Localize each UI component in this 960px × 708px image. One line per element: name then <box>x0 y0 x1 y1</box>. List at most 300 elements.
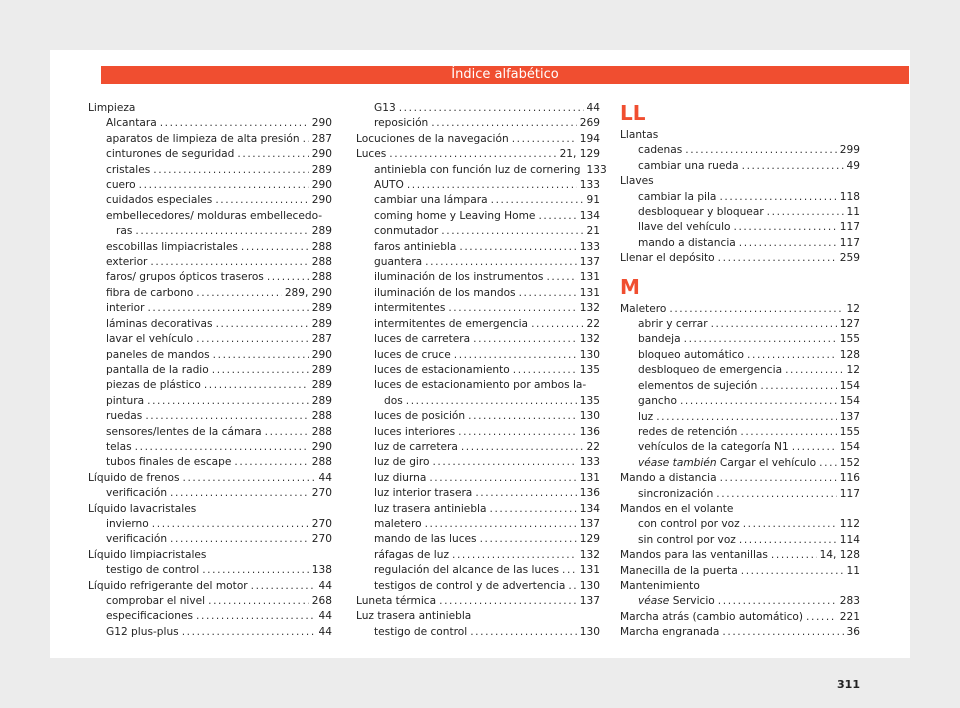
dot-leader <box>742 159 844 174</box>
dot-leader <box>425 255 577 270</box>
index-headword: Llaves <box>620 175 654 188</box>
index-page-reference: 136 <box>579 487 600 500</box>
index-entry <box>88 486 332 501</box>
index-page-reference: 131 <box>579 471 600 484</box>
index-entry <box>88 532 332 547</box>
index-page-reference: 287 <box>311 132 332 145</box>
index-entry-term: piezas de plástico <box>106 379 201 392</box>
index-page-reference: 118 <box>839 190 860 203</box>
index-page-reference: 117 <box>839 221 860 234</box>
index-entry-continued: luces de estacionamiento por ambos la- <box>374 379 587 392</box>
dot-leader <box>196 286 282 301</box>
index-entry <box>356 409 600 424</box>
index-entry <box>88 270 332 285</box>
page-number: 311 <box>837 678 860 691</box>
index-entry-term: reposición <box>374 117 429 130</box>
index-entry <box>356 332 600 347</box>
index-entry <box>88 594 332 609</box>
index-page-reference: 44 <box>318 471 332 484</box>
index-entry-term: luz diurna <box>374 471 427 484</box>
index-entry <box>356 240 600 255</box>
dot-leader <box>468 409 577 424</box>
dot-leader <box>196 332 309 347</box>
dot-leader <box>711 317 837 332</box>
index-page-reference: 269 <box>579 117 600 130</box>
index-entry <box>620 394 860 409</box>
index-entry <box>620 517 860 532</box>
index-entry <box>620 440 860 455</box>
index-entry <box>88 116 332 131</box>
index-column-2 <box>356 101 607 640</box>
index-page-reference: 135 <box>579 363 600 376</box>
index-entry-term: llave del vehículo <box>638 221 731 234</box>
dot-leader <box>747 348 837 363</box>
index-page-reference: 22 <box>586 440 600 453</box>
index-page-reference: 114 <box>839 533 860 546</box>
index-page-reference: 133 <box>579 240 600 253</box>
index-page-reference: 290 <box>311 348 332 361</box>
dot-leader <box>771 548 817 563</box>
index-page-reference: 130 <box>579 410 600 423</box>
index-page-reference: 132 <box>579 548 600 561</box>
index-entry <box>620 533 860 548</box>
index-entry <box>88 517 332 532</box>
index-entry-term: abrir y cerrar <box>638 318 708 331</box>
index-page-reference: 289 <box>311 225 332 238</box>
index-page-reference: 131 <box>579 286 600 299</box>
dot-leader <box>680 394 837 409</box>
index-entry-term: luces de posición <box>374 410 466 423</box>
index-entry <box>620 610 860 625</box>
index-entry-term: pantalla de la radio <box>106 363 209 376</box>
dot-leader <box>208 594 309 609</box>
dot-leader <box>204 378 309 393</box>
index-entry <box>88 193 332 208</box>
index-page-reference: 154 <box>839 441 860 454</box>
index-entry <box>356 363 600 378</box>
index-page-reference: 290 <box>311 440 332 453</box>
index-entry <box>356 517 600 532</box>
dot-leader <box>473 332 577 347</box>
index-entry-term: Llenar el depósito <box>620 252 715 265</box>
dot-leader <box>519 286 577 301</box>
index-page-reference: 132 <box>579 302 600 315</box>
index-entry-term: luz de carretera <box>374 440 458 453</box>
index-page-reference: 130 <box>579 348 600 361</box>
index-page-reference: 289, 290 <box>284 286 332 299</box>
index-page-reference: 194 <box>579 132 600 145</box>
index-entry-term: bloqueo automático <box>638 348 745 361</box>
index-entry-term <box>638 456 816 471</box>
index-entry-term: escobillas limpiacristales <box>106 240 238 253</box>
index-page-reference: 130 <box>579 625 600 638</box>
dot-leader <box>265 425 309 440</box>
index-entry <box>88 363 332 378</box>
index-page-reference: 152 <box>839 456 860 469</box>
dot-leader <box>461 440 584 455</box>
index-entry <box>88 332 332 347</box>
index-entry-term: luces de carretera <box>374 333 471 346</box>
index-entry-term: regulación del alcance de las luces <box>374 564 560 577</box>
index-entry <box>356 502 600 517</box>
index-entry-term: Marcha engranada <box>620 626 720 639</box>
index-page-reference: 112 <box>839 518 860 531</box>
index-entry-term: testigo de control <box>106 564 200 577</box>
index-page-reference: 289 <box>311 163 332 176</box>
index-page-reference: 127 <box>839 318 860 331</box>
index-entry <box>356 625 600 640</box>
dot-leader <box>458 425 577 440</box>
index-entry <box>356 255 600 270</box>
index-page-reference: 137 <box>579 517 600 530</box>
index-entry-term: sin control por voz <box>638 533 736 546</box>
dot-leader <box>150 255 308 270</box>
dot-leader <box>718 594 837 609</box>
index-entry <box>356 286 600 301</box>
index-entry <box>88 625 332 640</box>
index-page-reference: 289 <box>311 317 332 330</box>
index-entry <box>88 348 332 363</box>
index-page-reference: 134 <box>579 209 600 222</box>
index-page-reference: 91 <box>586 194 600 207</box>
dot-leader <box>147 394 309 409</box>
index-entry <box>356 193 600 208</box>
dot-leader <box>425 517 577 532</box>
dot-leader <box>448 301 576 316</box>
index-page-reference: 290 <box>311 179 332 192</box>
index-page-reference: 133 <box>579 456 600 469</box>
index-entry <box>88 240 332 255</box>
index-column-1 <box>88 101 332 640</box>
index-entry <box>356 486 600 501</box>
index-entry-term: especificaciones <box>106 610 194 623</box>
index-entry-term: paneles de mandos <box>106 348 210 361</box>
index-page-reference: 44 <box>586 102 600 114</box>
index-entry-term: luces interiores <box>374 425 456 438</box>
index-entry <box>620 220 860 235</box>
index-page-reference: 133 <box>586 163 607 176</box>
dot-leader <box>441 224 583 239</box>
index-entry-term: vehículos de la categoría N1 <box>638 441 789 454</box>
index-entry-term: intermitentes <box>374 302 446 315</box>
index-page-reference: 136 <box>579 425 600 438</box>
index-entry <box>88 425 332 440</box>
cross-reference-prefix: véase también <box>638 456 717 469</box>
index-entry-term <box>638 594 715 609</box>
index-page-reference: 288 <box>311 256 332 269</box>
dot-leader <box>719 190 836 205</box>
index-page-reference: 131 <box>579 564 600 577</box>
index-page-reference: 133 <box>579 179 600 192</box>
dot-leader <box>429 471 576 486</box>
index-entry <box>620 594 860 609</box>
index-page-reference: 299 <box>839 144 860 157</box>
index-entry <box>88 609 332 624</box>
index-entry-term: G12 plus-plus <box>106 625 179 638</box>
index-page-reference: 289 <box>311 302 332 315</box>
index-entry-term: comprobar el nivel <box>106 595 206 607</box>
index-entry-term: láminas decorativas <box>106 317 213 330</box>
index-entry <box>356 163 607 178</box>
dot-leader <box>806 610 837 625</box>
dot-leader <box>685 143 836 158</box>
dot-leader <box>452 548 577 563</box>
index-entry <box>620 236 860 251</box>
dot-leader <box>684 332 837 347</box>
dot-leader <box>139 178 309 193</box>
dot-leader <box>480 532 577 547</box>
index-entry-term: mando a distancia <box>638 236 736 249</box>
index-page-reference: 44 <box>318 579 332 592</box>
index-entry-term: cadenas <box>638 144 683 157</box>
index-entry <box>356 301 600 316</box>
index-headword: Mantenimiento <box>620 579 700 592</box>
dot-leader <box>202 563 309 578</box>
dot-leader <box>196 609 315 624</box>
index-entry <box>620 410 860 425</box>
dot-leader <box>767 205 844 220</box>
dot-leader <box>491 193 584 208</box>
index-page-reference: 128 <box>839 348 860 361</box>
index-page-reference: 221 <box>839 610 860 623</box>
dot-leader <box>538 209 576 224</box>
dot-leader <box>153 163 308 178</box>
index-page-reference: 288 <box>311 456 332 469</box>
index-page-reference: 12 <box>846 364 860 377</box>
index-entry-term: iluminación de los mandos <box>374 286 516 299</box>
index-entry-term: luz trasera antiniebla <box>374 502 487 515</box>
index-entry-term: Maletero <box>620 302 667 315</box>
index-page-reference: 36 <box>846 626 860 639</box>
index-entry <box>620 332 860 347</box>
dot-leader <box>454 348 577 363</box>
dot-leader <box>407 178 577 193</box>
dot-leader <box>785 363 843 378</box>
dot-leader <box>459 240 576 255</box>
index-entry <box>620 564 860 579</box>
index-entry-term: luces de estacionamiento <box>374 363 510 376</box>
dot-leader <box>716 487 836 502</box>
index-entry-term: intermitentes de emergencia <box>374 317 529 330</box>
index-entry <box>88 224 332 239</box>
dot-leader <box>399 101 584 116</box>
index-entry-term: faros antiniebla <box>374 240 457 253</box>
index-entry <box>356 425 600 440</box>
dot-leader <box>546 270 576 285</box>
dot-leader <box>170 532 309 547</box>
dot-leader <box>568 579 576 594</box>
index-page-reference: 290 <box>311 148 332 161</box>
dot-leader <box>389 147 556 162</box>
index-entry-term: tubos finales de escape <box>106 456 232 469</box>
dot-leader <box>135 440 309 455</box>
index-page-reference: 154 <box>839 379 860 392</box>
index-entry-term: bandeja <box>638 333 681 346</box>
index-entry <box>356 147 600 162</box>
index-headword: Líquido limpiacristales <box>88 548 207 561</box>
index-entry-term: maletero <box>374 517 422 530</box>
index-entry-term: coming home y Leaving Home <box>374 209 536 222</box>
index-entry <box>356 132 600 147</box>
index-entry <box>88 286 332 301</box>
index-entry-term: pintura <box>106 394 145 407</box>
dot-leader <box>489 502 576 517</box>
index-entry-term: Luneta térmica <box>356 595 437 607</box>
section-gap <box>620 267 860 275</box>
index-entry-term: AUTO <box>374 179 404 192</box>
index-entry-term: ras <box>116 225 133 238</box>
index-page-reference: 138 <box>311 564 332 577</box>
page-title-banner: Índice alfabético <box>101 66 909 84</box>
index-page-reference: 132 <box>579 333 600 346</box>
dot-leader <box>656 410 837 425</box>
index-headword: Líquido lavacristales <box>88 502 197 515</box>
cross-reference-prefix: véase <box>638 595 670 608</box>
index-entry <box>88 455 332 470</box>
dot-leader <box>513 363 577 378</box>
index-entry-term: verificación <box>106 533 168 546</box>
index-entry-term: iluminación de los instrumentos <box>374 271 544 284</box>
index-page-reference: 288 <box>311 271 332 284</box>
index-page-reference: 22 <box>586 317 600 330</box>
index-entry <box>356 563 600 578</box>
dot-leader <box>562 563 577 578</box>
dot-leader <box>741 564 844 579</box>
index-entry <box>620 471 860 486</box>
index-page-reference: 259 <box>839 252 860 265</box>
index-entry <box>88 409 332 424</box>
dot-leader <box>739 236 837 251</box>
index-entry <box>620 159 860 174</box>
index-entry <box>620 363 860 378</box>
index-entry <box>356 440 600 455</box>
index-entry-term: invierno <box>106 517 149 530</box>
index-page-reference: 137 <box>579 256 600 269</box>
index-entry-term: G13 <box>374 102 396 114</box>
index-entry-term: faros/ grupos ópticos traseros <box>106 271 264 284</box>
index-entry <box>356 394 600 409</box>
index-page-reference: 44 <box>318 625 332 638</box>
index-entry <box>88 579 332 594</box>
index-entry <box>88 440 332 455</box>
index-page-reference: 290 <box>311 194 332 207</box>
dot-leader <box>475 486 576 501</box>
index-page-reference: 117 <box>839 487 860 500</box>
index-letter-heading: LL <box>620 101 646 125</box>
index-headword: Mandos en el volante <box>620 502 734 515</box>
dot-leader <box>216 317 309 332</box>
index-entry-term: guantera <box>374 256 423 269</box>
index-page-reference: 49 <box>846 159 860 172</box>
index-page-reference: 288 <box>311 425 332 438</box>
dot-leader <box>439 594 577 609</box>
index-entry <box>620 379 860 394</box>
index-entry-term: sincronización <box>638 487 714 500</box>
index-page-reference: 21, 129 <box>559 148 600 161</box>
index-entry-term: verificación <box>106 487 168 500</box>
index-entry <box>356 116 600 131</box>
index-entry-term: cambiar la pila <box>638 190 717 203</box>
index-entry-term: Luces <box>356 148 387 161</box>
index-letter-heading: M <box>620 274 640 299</box>
dot-leader <box>183 471 316 486</box>
index-entry-term: Mandos para las ventanillas <box>620 549 768 562</box>
index-entry-term: ráfagas de luz <box>374 548 449 561</box>
index-entry <box>620 425 860 440</box>
dot-leader <box>145 409 308 424</box>
index-entry-term: mando de las luces <box>374 533 477 546</box>
index-page-reference: 137 <box>839 410 860 423</box>
index-entry <box>620 548 860 563</box>
dot-leader <box>213 348 309 363</box>
index-headword: Llantas <box>620 129 659 141</box>
index-entry <box>356 348 600 363</box>
index-page-reference: 12 <box>846 302 860 315</box>
dot-leader <box>792 440 837 455</box>
index-entry <box>88 563 332 578</box>
dot-leader <box>160 116 309 131</box>
index-entry <box>88 178 332 193</box>
index-page <box>50 50 910 691</box>
index-entry-term: Marcha atrás (cambio automático) <box>620 610 804 623</box>
index-entry-term: ruedas <box>106 410 143 423</box>
index-entry-term: luces de cruce <box>374 348 451 361</box>
index-page-reference: 129 <box>579 533 600 546</box>
index-entry <box>88 378 332 393</box>
dot-leader <box>182 625 316 640</box>
index-entry-term: luz de giro <box>374 456 430 469</box>
dot-leader <box>234 455 308 470</box>
index-entry <box>88 394 332 409</box>
dot-leader <box>135 224 308 239</box>
index-page-reference: 154 <box>839 395 860 408</box>
dot-leader <box>470 625 577 640</box>
dot-leader <box>722 625 843 640</box>
index-entry-term: cambiar una rueda <box>638 159 739 172</box>
index-entry-term: luz <box>638 410 654 423</box>
index-entry <box>88 255 332 270</box>
index-entry-term: cristales <box>106 163 151 176</box>
dot-leader <box>170 486 309 501</box>
index-page-reference: 135 <box>579 394 600 407</box>
index-entry-term: testigo de control <box>374 625 468 638</box>
index-entry-term: conmutador <box>374 225 439 238</box>
index-entry-term: aparatos de limpieza de alta presión <box>106 132 300 145</box>
index-entry-term: Líquido de frenos <box>88 471 180 484</box>
dot-leader <box>152 517 309 532</box>
index-page-reference: 11 <box>846 564 860 577</box>
index-entry <box>620 317 860 332</box>
index-entry <box>620 348 860 363</box>
index-page-reference: 289 <box>311 394 332 407</box>
index-page-reference: 155 <box>839 425 860 438</box>
index-entry-term: cinturones de seguridad <box>106 148 235 161</box>
index-entry-continued: embellecedores/ molduras embellecedo- <box>106 209 323 222</box>
index-page-reference: 44 <box>318 610 332 623</box>
index-page-reference: 270 <box>311 487 332 500</box>
dot-leader <box>267 270 309 285</box>
dot-leader <box>237 147 308 162</box>
dot-leader <box>512 132 577 147</box>
index-page-reference: 270 <box>311 517 332 530</box>
index-page-reference: 11 <box>846 206 860 219</box>
index-entry <box>620 625 860 640</box>
index-entry-term: dos <box>384 394 403 407</box>
index-entry-term: redes de retención <box>638 425 738 438</box>
index-entry <box>88 301 332 316</box>
dot-leader <box>406 394 577 409</box>
index-entry-term: lavar el vehículo <box>106 333 194 346</box>
